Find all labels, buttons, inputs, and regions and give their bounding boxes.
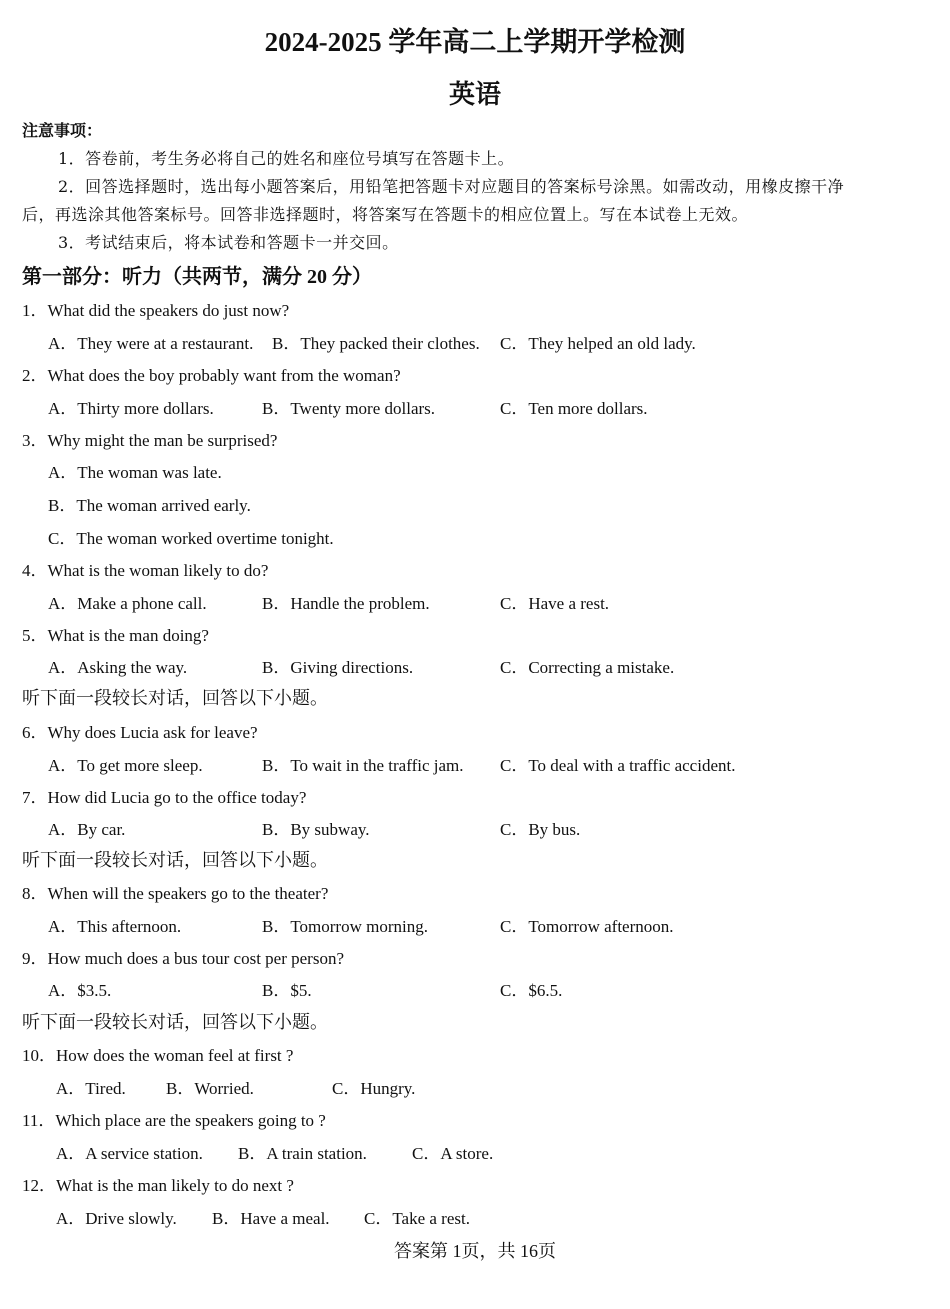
q12-option-c: C．Take a rest. xyxy=(364,1209,470,1228)
notes-heading: 注意事项： xyxy=(22,123,103,140)
q11-option-b: B．A train station. xyxy=(238,1144,367,1163)
note-item: 后，再选涂其他答案标号。回答非选择题时，将答案写在答题卡的相应位置上。写在本试卷上无效。 xyxy=(22,205,749,224)
subject-title: 英语 xyxy=(448,80,501,109)
q6-option-b: B．To wait in the traffic jam. xyxy=(262,756,464,775)
question-3: 3．Why might the man be surprised? xyxy=(22,431,278,450)
instruction-1: 听下面一段较长对话，回答以下小题。 xyxy=(22,688,328,709)
q7-option-b: B．By subway. xyxy=(262,820,370,839)
instruction-3: 听下面一段较长对话，回答以下小题。 xyxy=(22,1012,328,1033)
page-footer: 答案第 1页，共 16页 xyxy=(394,1241,556,1261)
question-9: 9．How much does a bus tour cost per person? xyxy=(22,949,344,968)
q9-option-a: A．$3.5. xyxy=(48,981,112,1000)
question-7: 7．How did Lucia go to the office today? xyxy=(22,788,307,807)
q6-option-c: C．To deal with a traffic accident. xyxy=(500,756,736,775)
q1-option-a: A．They were at a restaurant. xyxy=(48,334,254,353)
q10-option-b: B．Worried. xyxy=(166,1079,254,1098)
q7-option-a: A．By car. xyxy=(48,820,126,839)
question-11: 11．Which place are the speakers going to ? xyxy=(22,1111,326,1130)
question-10: 10．How does the woman feel at first ? xyxy=(22,1046,294,1065)
q12-option-b: B．Have a meal. xyxy=(212,1209,330,1228)
q9-option-c: C．$6.5. xyxy=(500,981,563,1000)
q12-option-a: A．Drive slowly. xyxy=(56,1209,177,1228)
q4-option-c: C．Have a rest. xyxy=(500,594,610,613)
q3-option-a: A．The woman was late. xyxy=(48,463,222,482)
instruction-2: 听下面一段较长对话，回答以下小题。 xyxy=(22,850,328,871)
question-8: 8．When will the speakers go to the theater? xyxy=(22,884,329,903)
q1-option-b: B．They packed their clothes. xyxy=(272,334,480,353)
q5-option-b: B．Giving directions. xyxy=(262,658,414,677)
note-item: 3．考试结束后，将本试卷和答题卡一并交回。 xyxy=(58,233,399,252)
q5-option-a: A．Asking the way. xyxy=(48,658,188,677)
q6-option-a: A．To get more sleep. xyxy=(48,756,203,775)
q3-option-c: C．The woman worked overtime tonight. xyxy=(48,529,334,548)
q11-option-c: C．A store. xyxy=(412,1144,494,1163)
q2-option-b: B．Twenty more dollars. xyxy=(262,399,436,418)
q3-option-b: B．The woman arrived early. xyxy=(48,496,251,515)
exam-title: 2024-2025 学年高二上学期开学检测 xyxy=(264,27,686,57)
q8-option-a: A．This afternoon. xyxy=(48,917,182,936)
q8-option-b: B．Tomorrow morning. xyxy=(262,917,428,936)
q2-option-c: C．Ten more dollars. xyxy=(500,399,648,418)
q10-option-c: C．Hungry. xyxy=(332,1079,416,1098)
q5-option-c: C．Correcting a mistake. xyxy=(500,658,675,677)
q9-option-b: B．$5. xyxy=(262,981,312,1000)
question-2: 2．What does the boy probably want from the woman? xyxy=(22,366,401,385)
q11-option-a: A．A service station. xyxy=(56,1144,203,1163)
q2-option-a: A．Thirty more dollars. xyxy=(48,399,214,418)
q4-option-b: B．Handle the problem. xyxy=(262,594,430,613)
question-6: 6．Why does Lucia ask for leave? xyxy=(22,723,258,742)
q8-option-c: C．Tomorrow afternoon. xyxy=(500,917,674,936)
q10-option-a: A．Tired. xyxy=(56,1079,126,1098)
question-5: 5．What is the man doing? xyxy=(22,626,209,645)
note-item: 2．回答选择题时，选出每小题答案后，用铅笔把答题卡对应题目的答案标号涂黑。如需改动，用橡皮擦干净 xyxy=(58,177,845,196)
question-12: 12．What is the man likely to do next ? xyxy=(22,1176,294,1195)
q4-option-a: A．Make a phone call. xyxy=(48,594,207,613)
q1-option-c: C．They helped an old lady. xyxy=(500,334,696,353)
note-item: 1．答卷前，考生务必将自己的姓名和座位号填写在答题卡上。 xyxy=(58,149,515,168)
q7-option-c: C．By bus. xyxy=(500,820,581,839)
question-1: 1．What did the speakers do just now? xyxy=(22,301,290,320)
question-4: 4．What is the woman likely to do? xyxy=(22,561,269,580)
section-title: 第一部分：听力（共两节，满分 20 分） xyxy=(22,266,372,288)
